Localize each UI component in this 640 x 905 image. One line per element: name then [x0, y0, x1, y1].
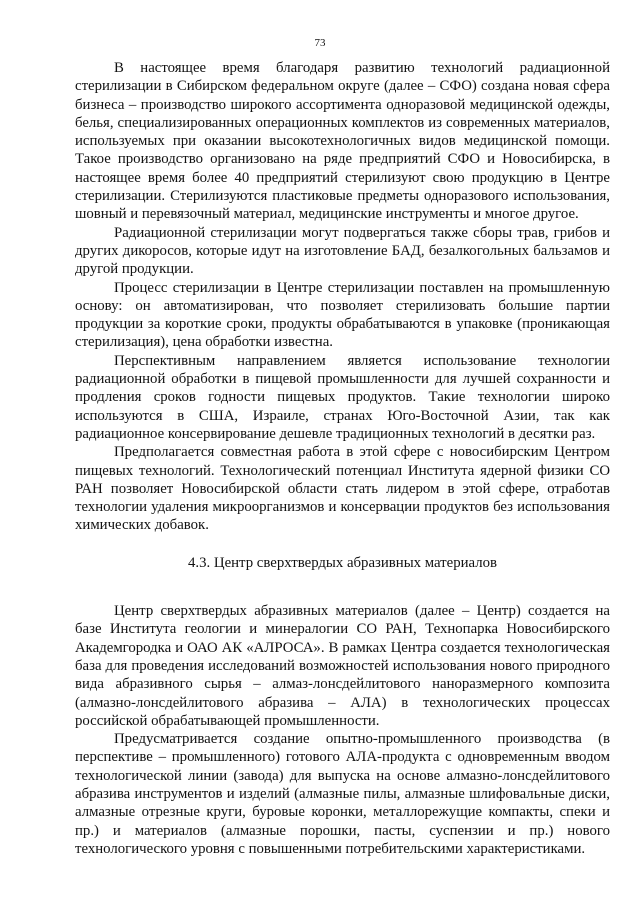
paragraph-herbs-sterilization: Радиационной стерилизации могут подвергаться также сборы трав, грибов и других дикоросов, которые идут на изготовление БАД, безалкогольных бальзамов и другой продукции. — [75, 224, 610, 278]
page-number: 73 — [314, 37, 326, 49]
paragraph-abrasive-center: Центр сверхтвердых абразивных материалов (далее – Центр) создается на базе Института геологии и минералогии СО РАН, Технопарка Новосибирского Академгородка и ОАО АК «АЛРОСА». В рамках Центра создается технологическая база для проведения исследований возможностей использования нового природного вида абразивного сырья – алмаз-лонсдейлитового наноразмерного композита (алмазно-лонсдейлитового абразива – АЛА) в технологических процессах российской обрабатывающей промышленности. — [75, 603, 610, 729]
paragraph-sterilization-process: Процесс стерилизации в Центре стерилизации поставлен на промышленную основу: он автоматизирован, что позволяет стерилизовать большие партии продукции за короткие сроки, продукты обрабатываются в упаковке (проникающая стерилизация), цена обработки известна. — [75, 279, 610, 351]
paragraph-food-industry: Перспективным направлением является использование технологии радиационной обработки в пищевой промышленности для лучшей сохранности и продления сроков годности пищевых продуктов. Такие технологии широко используются в США, Израиле, странах Юго-Восточной Азии, так как радиационное консервирование дешевле традиционных технологий в десятки раз. — [75, 352, 610, 442]
paragraph-radiation-sterilization-business: В настоящее время благодаря развитию технологий радиационной стерилизации в Сибирском федеральном округе (далее – СФО) создана новая сфера бизнеса – производство широкого ассортимента одноразовой медицинской одежды, белья, специализированных операционных комплектов из современных материалов, используемых при оказании высокотехнологичных видов медицинской помощи. Такое производство организовано на ряде предприятий СФО и Новосибирска, в настоящее время более 40 предприятий стерилизуют свою продукцию в Центре стерилизации. Стерилизуются пластиковые предметы одноразового использования, шовный и перевязочный материал, медицинские инструменты и многое другое. — [75, 60, 610, 223]
paragraph-joint-work: Предполагается совместная работа в этой сфере с новосибирским Центром пищевых технологий. Технологический потенциал Института ядерной физики СО РАН позволяет Новосибирской области стать лидером в этой сфере, отработав технологии удаления микроорганизмов и консервации продуктов без использования химических добавок. — [75, 444, 610, 534]
section-heading: 4.3. Центр сверхтвердых абразивных материалов — [187, 554, 497, 571]
document-body — [75, 59, 610, 858]
paragraph-production-plan: Предусматривается создание опытно-промышленного производства (в перспективе – промышленного) готового АЛА-продукта с одновременным вводом технологической линии (завода) для выпуска на основе алмазно-лонсдейлитового абразива инструментов и изделий (алмазные пилы, алмазные шлифовальные диски, алмазные отрезные круги, буровые коронки, металлорежущие компакты, спеки и пр.) и материалов (алмазные порошки, пасты, суспензии и пр.) нового технологического уровня с повышенными потребительскими характеристиками. — [75, 731, 610, 857]
